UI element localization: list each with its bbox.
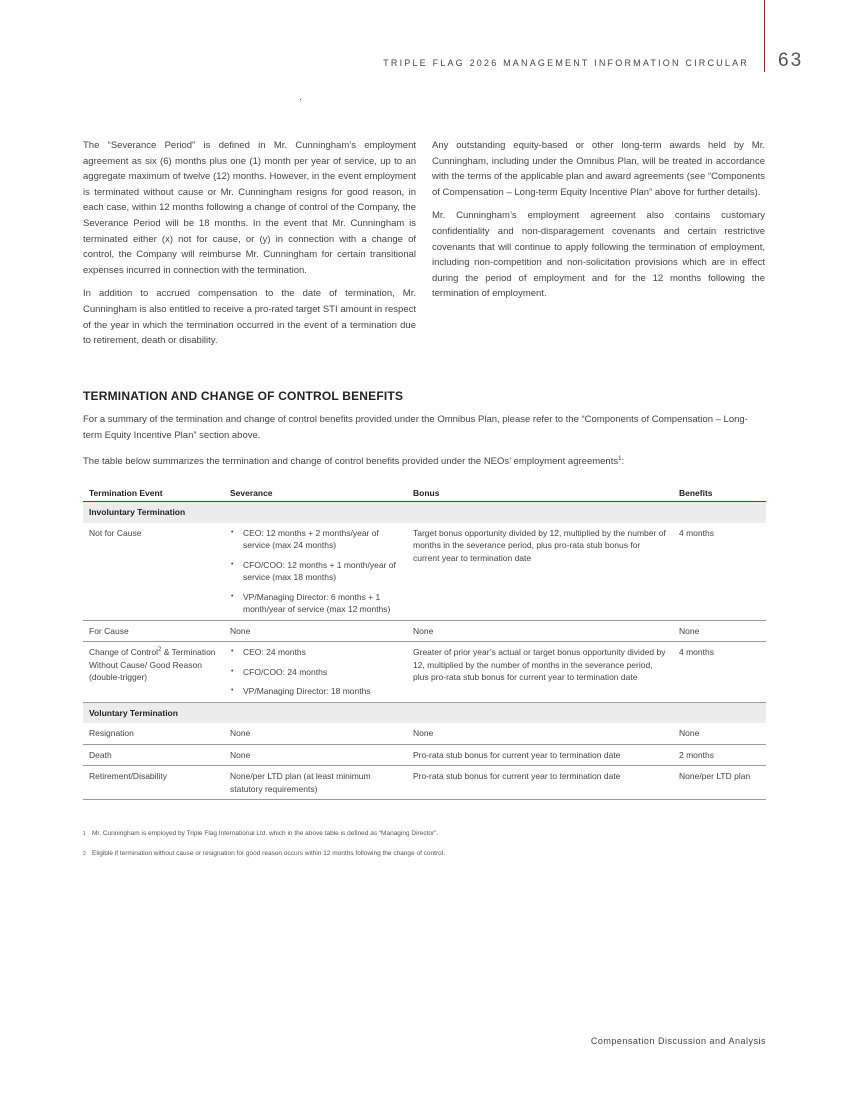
footnote	[83, 829, 766, 839]
group-row	[83, 502, 766, 523]
header-divider	[764, 0, 765, 72]
intro-paragraph: For a summary of the termination and change of control benefits provided under the Omnibus Plan, please refer to the “Components of Compensation – Long-term Equity Incentive Plan” section above.	[83, 414, 748, 441]
benefits-cell: 4 months	[673, 523, 766, 621]
intro-text: The table below summarizes the termination and change of control benefits provided under the NEOs’ employment agreements	[83, 456, 619, 467]
stray-dot	[300, 99, 301, 100]
column-header: Bonus	[407, 484, 673, 502]
table-row	[83, 744, 766, 766]
bonus-cell: Target bonus opportunity divided by 12, multiplied by the number of months in the severance period, plus pro-rata stub bonus for current year to termination date	[407, 523, 673, 621]
event-text: & Termination Without Cause/ Good Reason (double-trigger)	[89, 647, 216, 682]
termination-benefits-table	[83, 484, 766, 800]
bonus-cell: Pro-rata stub bonus for current year to termination date	[407, 766, 673, 800]
page-footer: Compensation Discussion and Analysis	[590, 1036, 766, 1046]
benefits-cell: None	[673, 620, 766, 642]
severance-cell	[224, 523, 407, 621]
footnote-ref: 2	[158, 647, 162, 654]
benefits-cell: 2 months	[673, 744, 766, 766]
severance-item: • VP/Managing Director: 18 months	[230, 685, 401, 698]
event-cell: Resignation	[83, 723, 224, 744]
severance-item: • CFO/COO: 12 months + 1 month/year of service (max 18 months)	[230, 559, 401, 584]
severance-item: • CEO: 24 months	[230, 646, 401, 659]
document-title: TRIPLE FLAG 2026 MANAGEMENT INFORMATION CIRCULAR	[383, 58, 749, 68]
paragraph: The “Severance Period” is defined in Mr. Cunningham’s employment agreement as six (6) months plus one (1) month per year of service, up to an aggregate maximum of twelve (12) months. However, in the event employment is terminated without cause or Mr. Cunningham resigns for good reason, in each case, within 12 months following a change of control of the Company, the Severance Period will be 18 months. In the event that Mr. Cunningham is terminated either (x) not for cause, or (y) in connection with a change of control, the Company will reimburse Mr. Cunningham for certain transitional expenses incurred in connection with the termination.	[83, 140, 416, 276]
column-header: Benefits	[673, 484, 766, 502]
paragraph: Any outstanding equity-based or other long-term awards held by Mr. Cunningham, including under the Omnibus Plan, will be treated in accordance with the terms of the applicable plan and award agreements (see “Components of Compensation – Long-term Equity Incentive Plan” above for further details).	[432, 140, 765, 198]
footnote-text: Mr. Cunningham is employed by Triple Flag International Ltd. which in the above table is defined as “Managing Director”.	[92, 830, 439, 837]
table-row	[83, 642, 766, 703]
left-column	[83, 138, 416, 357]
group-row	[83, 702, 766, 723]
footnote-text: Eligible if termination without cause or resignation for good reason occurs within 12 months following the change of control.	[92, 850, 446, 857]
benefits-cell: None	[673, 723, 766, 744]
paragraph: In addition to accrued compensation to the date of termination, Mr. Cunningham is also entitled to receive a pro-rated target STI amount in respect of the year in which the termination occurred in the event of a termination due to retirement, death or disability.	[83, 288, 416, 347]
page-number: 63	[778, 50, 804, 71]
footnote-number: 2	[83, 851, 86, 857]
event-cell: Death	[83, 744, 224, 766]
benefits-cell: None/per LTD plan	[673, 766, 766, 800]
event-cell: For Cause	[83, 620, 224, 642]
column-header: Termination Event	[83, 484, 224, 502]
group-label: Voluntary Termination	[83, 702, 766, 723]
severance-cell	[224, 642, 407, 703]
footnote-ref: 1	[618, 455, 622, 462]
bonus-cell: None	[407, 723, 673, 744]
table-row	[83, 766, 766, 800]
bonus-cell: Pro-rata stub bonus for current year to termination date	[407, 744, 673, 766]
table-row	[83, 723, 766, 744]
event-cell: Retirement/Disability	[83, 766, 224, 800]
paragraph: Mr. Cunningham’s employment agreement also contains customary confidentiality and non-disparagement covenants and certain restrictive covenants that will continue to apply following the termination of employment, including non-competition and non-solicitation provisions which are in effect during the period of employment and for the 12 months following the termination of employment.	[432, 210, 765, 300]
event-cell	[83, 642, 224, 703]
severance-item: • VP/Managing Director: 6 months + 1 month/year of service (max 12 months)	[230, 591, 401, 616]
bonus-cell: None	[407, 620, 673, 642]
footnote-number: 1	[83, 831, 86, 837]
severance-cell: None	[224, 744, 407, 766]
intro-punct: :	[621, 456, 625, 467]
event-cell: Not for Cause	[83, 523, 224, 621]
group-label: Involuntary Termination	[83, 502, 766, 523]
severance-item: • CFO/COO: 24 months	[230, 666, 401, 679]
severance-cell: None	[224, 723, 407, 744]
severance-item: • CEO: 12 months + 2 months/year of service (max 24 months)	[230, 527, 401, 552]
severance-cell: None/per LTD plan (at least minimum statutory requirements)	[224, 766, 407, 800]
section-heading: TERMINATION AND CHANGE OF CONTROL BENEFITS	[83, 389, 404, 403]
column-header: Severance	[224, 484, 407, 502]
right-column	[432, 138, 765, 310]
bonus-cell: Greater of prior year’s actual or target bonus opportunity divided by 12, multiplied by the number of months in the severance period, plus pro-rata stub bonus for current year to termination date	[407, 642, 673, 703]
severance-cell: None	[224, 620, 407, 642]
table-header-row	[83, 484, 766, 502]
benefits-cell: 4 months	[673, 642, 766, 703]
table-row	[83, 620, 766, 642]
intro-paragraph	[83, 454, 766, 470]
footnotes	[83, 829, 766, 869]
table-row	[83, 523, 766, 621]
event-text: Change of Control	[89, 647, 158, 657]
footnote	[83, 849, 766, 859]
